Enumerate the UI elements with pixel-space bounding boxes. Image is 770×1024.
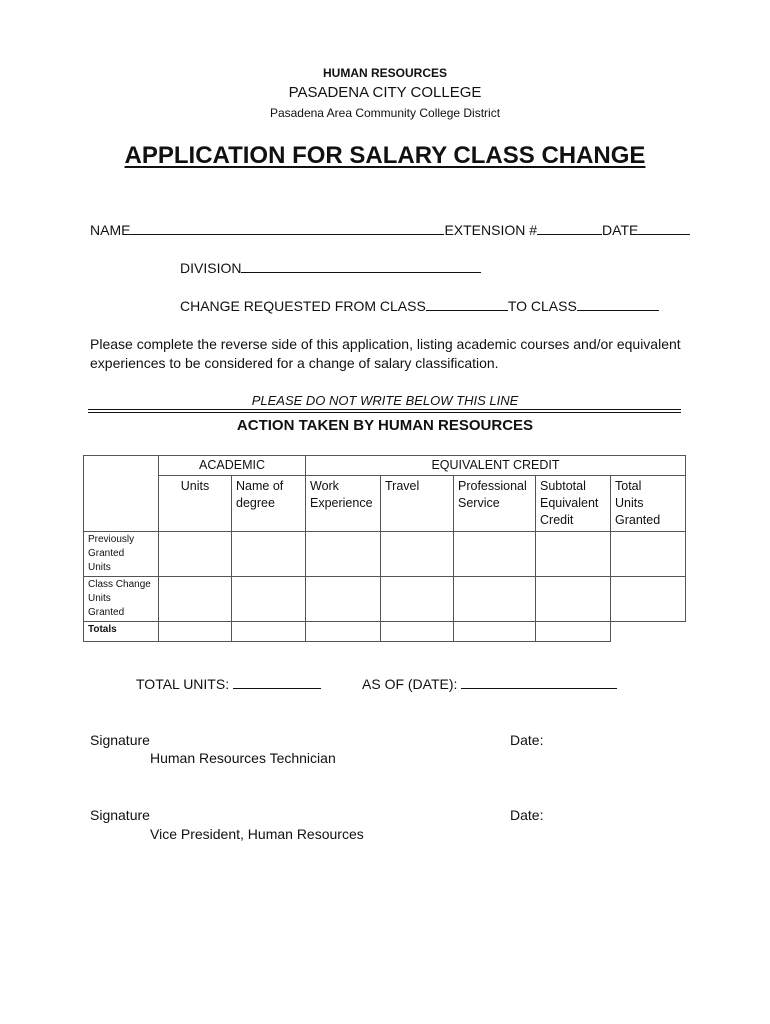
division-line (180, 260, 481, 276)
table-cell[interactable] (454, 577, 536, 622)
signature-label: Signature (90, 807, 150, 823)
signature-line-vice-president (90, 807, 150, 823)
col-header-total-units: Total Units Granted (611, 476, 686, 532)
total-units-field[interactable] (233, 676, 321, 689)
table-cell[interactable] (381, 622, 454, 642)
extension-label: EXTENSION # (444, 222, 538, 238)
change-class-line (180, 298, 659, 314)
table-row-totals (84, 622, 686, 642)
table-cell[interactable] (454, 622, 536, 642)
date-line-vice-president (510, 807, 543, 823)
col-header-professional-service: Professional Service (454, 476, 536, 532)
table-cell[interactable] (159, 577, 232, 622)
signature-line-hr-technician (90, 732, 150, 748)
to-class-label: TO CLASS (507, 298, 577, 314)
table-cell[interactable] (536, 577, 611, 622)
row-label-class-change: Class Change Units Granted (84, 577, 159, 622)
table-cell[interactable] (232, 532, 306, 577)
as-of-date-line (362, 676, 617, 692)
divider-line-top (88, 409, 681, 410)
table-cell[interactable] (306, 577, 381, 622)
equivalent-credit-group-header: EQUIVALENT CREDIT (306, 456, 686, 476)
table-cell[interactable] (159, 622, 232, 642)
total-units-label: TOTAL UNITS: (136, 676, 230, 692)
instructions-text: Please complete the reverse side of this application, listing academic courses and/or equivalent experiences to be considered for a change of salary classification. (90, 336, 681, 371)
table-cell[interactable] (611, 577, 686, 622)
table-corner-cell (84, 456, 159, 532)
row-label-totals: Totals (84, 622, 159, 642)
date-label: Date: (510, 807, 544, 823)
table-cell[interactable] (381, 532, 454, 577)
signature-label: Signature (90, 732, 150, 748)
date-label: Date: (510, 732, 544, 748)
total-units-line (136, 676, 321, 692)
table-cell[interactable] (454, 532, 536, 577)
table-cell[interactable] (536, 532, 611, 577)
table-row-class-change (84, 577, 686, 622)
department-heading: HUMAN RESOURCES (322, 66, 447, 80)
college-name: PASADENA CITY COLLEGE (288, 84, 482, 101)
district-name: Pasadena Area Community College District (269, 106, 501, 120)
table-cell[interactable] (159, 532, 232, 577)
col-header-subtotal: Subtotal Equivalent Credit (536, 476, 611, 532)
academic-group-header: ACADEMIC (159, 456, 306, 476)
date-line-hr-technician (510, 732, 543, 748)
signatory-role-hr-technician: Human Resources Technician (150, 750, 336, 766)
division-field[interactable] (241, 260, 481, 273)
col-header-degree: Name of degree (232, 476, 306, 532)
empty-cell (611, 622, 686, 642)
col-header-work-experience: Work Experience (306, 476, 381, 532)
as-of-date-field[interactable] (461, 676, 617, 689)
page-title: APPLICATION FOR SALARY CLASS CHANGE (124, 142, 646, 169)
table-cell[interactable] (232, 622, 306, 642)
table-cell[interactable] (536, 622, 611, 642)
date-field[interactable] (638, 222, 690, 235)
from-class-field[interactable] (426, 298, 508, 311)
name-field[interactable] (130, 222, 444, 235)
table-cell[interactable] (306, 622, 381, 642)
table-cell[interactable] (611, 532, 686, 577)
row-label-previously-granted: Previously Granted Units (84, 532, 159, 577)
action-table (83, 455, 686, 642)
name-line (90, 222, 690, 238)
change-from-label: CHANGE REQUESTED FROM CLASS (180, 298, 426, 314)
as-of-date-label: AS OF (DATE): (362, 676, 458, 692)
table-row-previously-granted (84, 532, 686, 577)
extension-field[interactable] (537, 222, 602, 235)
division-label: DIVISION (180, 260, 242, 276)
date-label: DATE (602, 222, 639, 238)
table-cell[interactable] (306, 532, 381, 577)
section-title: ACTION TAKEN BY HUMAN RESOURCES (236, 417, 534, 434)
col-header-travel: Travel (381, 476, 454, 532)
col-header-units: Units (159, 476, 232, 532)
table-cell[interactable] (232, 577, 306, 622)
do-not-write-notice: PLEASE DO NOT WRITE BELOW THIS LINE (251, 393, 519, 408)
signatory-role-vice-president: Vice President, Human Resources (150, 826, 364, 842)
to-class-field[interactable] (577, 298, 659, 311)
divider-line-bottom (88, 412, 681, 413)
name-label: NAME (90, 222, 131, 238)
table-cell[interactable] (381, 577, 454, 622)
